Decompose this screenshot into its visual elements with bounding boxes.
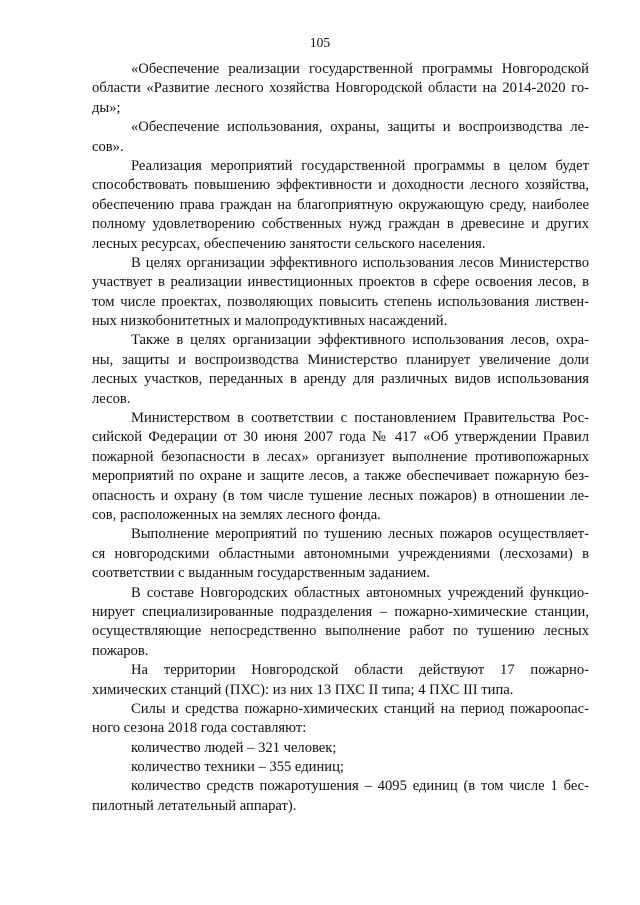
text-line: На территории Новгородской области действуют 17 пожарно- [131,662,589,679]
paragraph [92,777,589,816]
text-line: В составе Новгородских областных автономных учреждений функцио- [131,584,589,601]
text-line: полному удовлетворению собственных нужд граждан в древесине и других [92,216,589,233]
text-line: участвует в реализации инвестиционных проектов в сфере освоения лесов, в [92,274,589,291]
text-line: способствовать повышению эффективности и доходности лесного хозяйства, [92,177,589,194]
text-line: ды»; [92,99,121,116]
paragraph [92,118,589,157]
paragraph [92,739,589,758]
text-line: химических станций (ПХС): из них 13 ПХС II типа; 4 ПХС III типа. [92,681,514,698]
text-line: нирует специализированные подразделения – пожарно-химические станции, [92,603,589,620]
paragraph [92,331,589,409]
text-line: Также в целях организации эффективного использования лесов, охра- [131,332,589,349]
paragraph [92,525,589,583]
text-line: «Обеспечение использования, охраны, защиты и воспроизводства ле- [131,119,589,136]
text-line: Выполнение мероприятий по тушению лесных пожаров осуществляет- [131,526,589,543]
text-line: мероприятий по охране и защите лесов, а также обеспечивает пожарную без- [92,468,589,485]
paragraph [92,758,589,777]
paragraph [92,661,589,700]
text-line: количество людей – 321 человек; [131,739,337,756]
paragraph [92,60,589,118]
text-line: сов, расположенных на землях лесного фонда. [92,506,381,523]
document-body [92,60,589,816]
paragraph [92,700,589,739]
text-line: Реализация мероприятий государственной программы в целом будет [131,157,589,174]
paragraph [92,157,589,254]
text-line: сов». [92,138,124,155]
text-line: пилотный летательный аппарат). [92,797,297,814]
text-line: лесов. [92,390,131,407]
text-line: том числе проектах, позволяющих повысить степень использования листвен- [92,293,589,310]
text-line: пожаров. [92,642,149,659]
text-line: пожарной безопасности в лесах» организует выполнение противопожарных [92,448,589,465]
text-line: опасность и охрану (в том числе тушение лесных пожаров) в отношении ле- [92,487,589,504]
text-line: количество средств пожаротушения – 4095 единиц (в том числе 1 бес- [131,778,589,795]
text-line: обеспечению права граждан на благоприятную окружающую среду, наиболее [92,196,589,213]
paragraph [92,254,589,332]
text-line: Силы и средства пожарно-химических станций на период пожароопас- [131,700,589,717]
text-line: ны, защиты и воспроизводства Министерство планирует увеличение доли [92,351,589,368]
text-line: лесных участков, переданных в аренду для различных видов использования [92,371,589,388]
text-line: Министерством в соответствии с постановлением Правительства Рос- [131,410,589,427]
text-line: лесных ресурсах, обеспечению занятости сельского населения. [92,235,486,252]
text-line: «Обеспечение реализации государственной программы Новгородской [131,61,589,77]
text-line: ного сезона 2018 года составляют: [92,720,307,737]
paragraph [92,584,589,662]
text-line: ся новгородскими областными автономными учреждениями (лесхозами) в [92,545,589,562]
text-line: области «Развитие лесного хозяйства Новгородской области на 2014-2020 го- [92,80,589,97]
text-line: В целях организации эффективного использования лесов Министерство [131,254,589,271]
text-line: осуществляющие непосредственно выполнение работ по тушению лесных [92,623,589,640]
text-line: количество техники – 355 единиц; [131,759,344,776]
page-number: 105 [309,35,331,50]
text-line: сийской Федерации от 30 июня 2007 года № 417 «Об утверждении Правил [92,429,589,446]
paragraph [92,409,589,525]
text-line: соответствии с выданным государственным заданием. [92,565,430,582]
text-line: ных низкобонитетных и малопродуктивных насаждений. [92,313,448,330]
